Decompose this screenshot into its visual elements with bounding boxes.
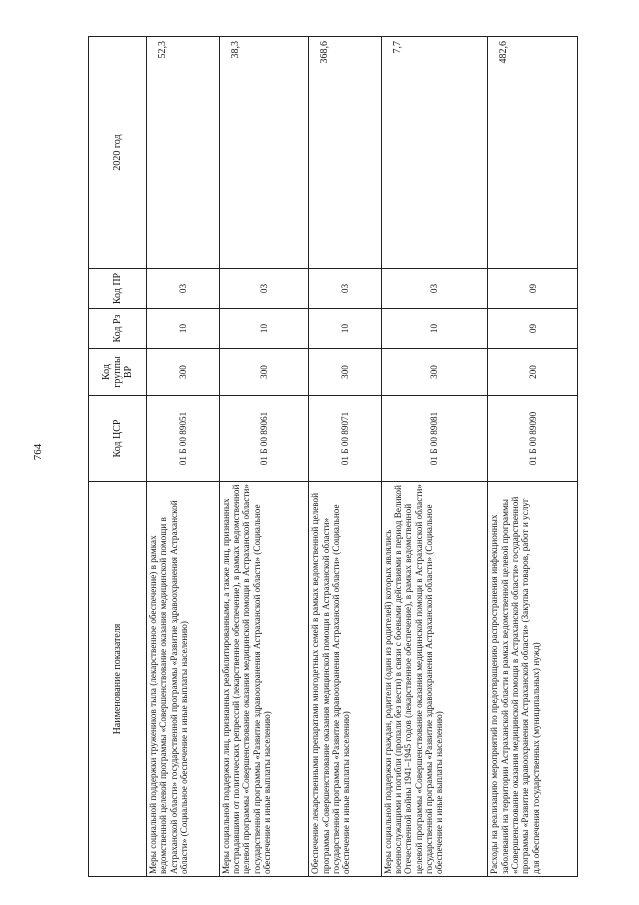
row-vr: 200 bbox=[488, 349, 578, 396]
row-rz: 10 bbox=[219, 309, 309, 349]
row-vr: 300 bbox=[381, 349, 488, 396]
header-year: 2020 год bbox=[89, 37, 147, 269]
budget-table-container bbox=[88, 37, 578, 877]
row-vr: 300 bbox=[219, 349, 309, 396]
header-vr: Код группы ВР bbox=[89, 349, 147, 396]
table-row bbox=[488, 37, 578, 877]
table-row bbox=[381, 37, 488, 877]
table-body bbox=[147, 37, 578, 877]
row-amount: 482,6 bbox=[488, 37, 578, 269]
row-pr: 03 bbox=[381, 269, 488, 309]
row-csr: 01 Б 00 89071 bbox=[309, 396, 382, 482]
table-header bbox=[89, 37, 147, 877]
row-csr: 01 Б 00 89061 bbox=[219, 396, 309, 482]
row-vr: 300 bbox=[309, 349, 382, 396]
row-name: Меры социальной поддержки тружеников тыла (лекарственное обеспечение) в рамках ведомственной целевой программы «Совершенствование оказания медицинской помощи в Астраханской области» государственной программы «Развитие здравоохранения Астраханской области» (Социальное обеспечение и иные выплаты населению) bbox=[147, 482, 220, 877]
row-pr: 03 bbox=[219, 269, 309, 309]
row-csr: 01 Б 00 89081 bbox=[381, 396, 488, 482]
row-amount: 368,6 bbox=[309, 37, 382, 269]
row-amount: 38,3 bbox=[219, 37, 309, 269]
row-rz: 10 bbox=[147, 309, 220, 349]
table-row bbox=[309, 37, 382, 877]
row-vr: 300 bbox=[147, 349, 220, 396]
table-row bbox=[219, 37, 309, 877]
row-csr: 01 Б 00 89051 bbox=[147, 396, 220, 482]
row-amount: 52,3 bbox=[147, 37, 220, 269]
header-name: Наименование показателя bbox=[89, 482, 147, 877]
row-name: Расходы на реализацию мероприятий по предотвращению распространения инфекционных заболеваний на территории Астраханской области в рамках ведомственной целевой программы «Совершенствование оказания медицинской помощи в Астраханской области» государственной программы «Развитие здравоохранения Астраханской области» (Закупка товаров, работ и услуг для обеспечения государственных (муниципальных) нужд) bbox=[488, 482, 578, 877]
row-pr: 03 bbox=[147, 269, 220, 309]
header-pr: Код ПР bbox=[89, 269, 147, 309]
row-csr: 01 Б 00 89090 bbox=[488, 396, 578, 482]
row-rz: 10 bbox=[309, 309, 382, 349]
row-name: Меры социальной поддержки лиц, признанных реабилитированными, а также лиц, признанных пострадавшими от политических репрессий (лекарственное обеспечение), в рамках ведомственной целевой программы «Совершенствование оказания медицинской помощи в Астраханской области» государственной программы «Развитие здравоохранения Астраханской области» (Социальное обеспечение и иные выплаты населению) bbox=[219, 482, 309, 877]
row-name: Обеспечение лекарственными препаратами многодетных семей в рамках ведомственной целевой программы «Совершенствование оказания медицинской помощи в Астраханской области» государственной программы «Развитие здравоохранения Астраханской области» (Социальное обеспечение и иные выплаты населению) bbox=[309, 482, 382, 877]
row-rz: 10 bbox=[381, 309, 488, 349]
row-name: Меры социальной поддержки граждан, родители (один из родителей) которых являлись военнослужащими и погибли (пропали без вести) в связи с боевыми действиями в период Великой Отечественной войны 1941–1945 годов (лекарственное обеспечение), в рамках ведомственной целевой программы «Совершенствование оказания медицинской помощи в Астраханской области» государственной программы «Развитие здравоохранения Астраханской области» (Социальное обеспечение и иные выплаты населению) bbox=[381, 482, 488, 877]
page-number: 764 bbox=[32, 443, 44, 461]
row-rz: 09 bbox=[488, 309, 578, 349]
row-pr: 03 bbox=[309, 269, 382, 309]
header-row bbox=[89, 37, 147, 877]
budget-table bbox=[88, 36, 578, 877]
table-row bbox=[147, 37, 220, 877]
row-amount: 7,7 bbox=[381, 37, 488, 269]
header-rz: Код Рз bbox=[89, 309, 147, 349]
header-csr: Код ЦСР bbox=[89, 396, 147, 482]
row-pr: 09 bbox=[488, 269, 578, 309]
